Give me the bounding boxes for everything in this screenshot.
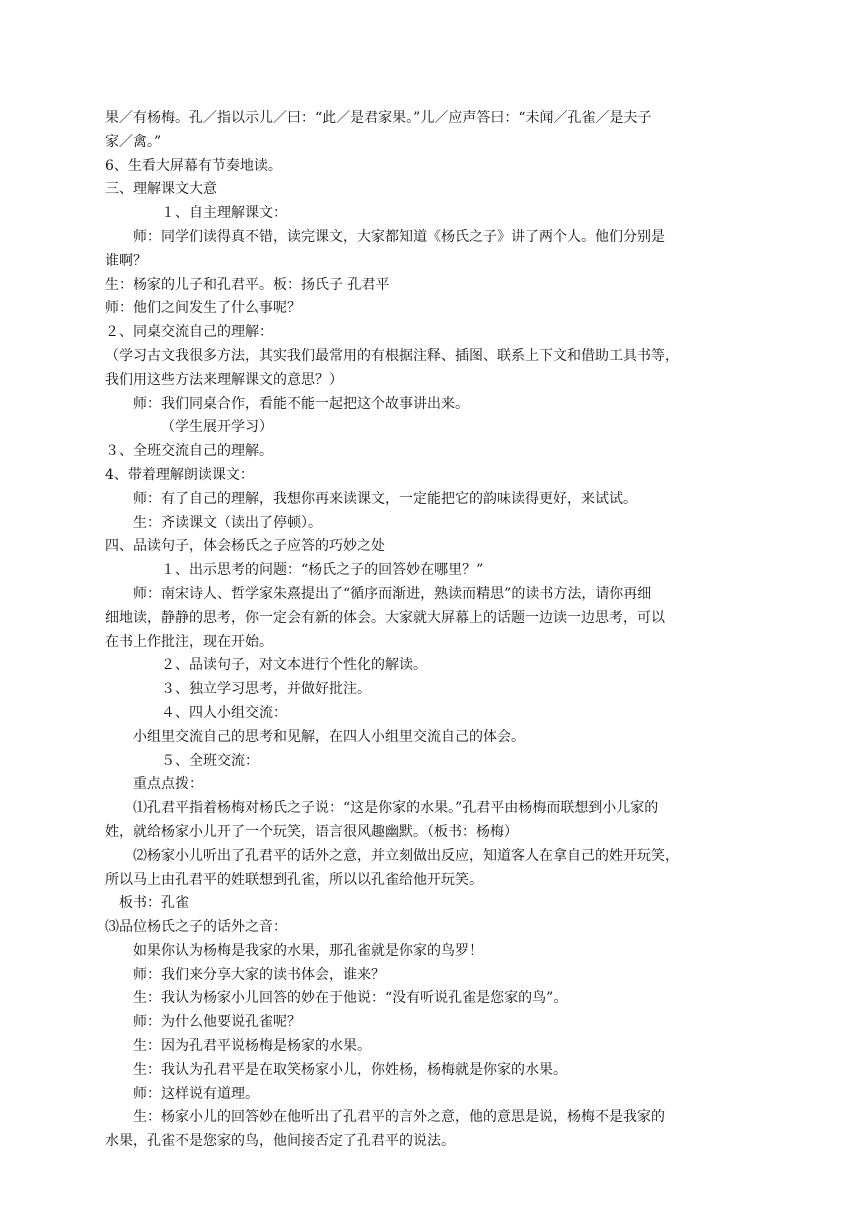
- text-line: 6、生看大屏幕有节奏地读。: [105, 157, 282, 174]
- text-line: 所以马上由孔君平的姓联想到孔雀，所以以孔雀给他开玩笑。: [105, 871, 483, 888]
- text-line: ２、品读句子，对文本进行个性化的解读。: [161, 657, 427, 674]
- text-line: 在书上作批注，现在开始。: [105, 633, 273, 650]
- text-line: 师：这样说有道理。: [133, 1085, 259, 1102]
- text-line: 生：我认为孔君平是在取笑杨家小儿，你姓杨，杨梅就是你家的水果。: [133, 1061, 567, 1078]
- text-line: 四、品读句子，体会杨氏之子应答的巧妙之处: [105, 538, 385, 555]
- text-line: 果／有杨梅。孔／指以示儿／曰：“此／是君家果。”儿／应声答曰：“未闻／孔雀／是夫子: [105, 110, 652, 126]
- text-line: ３、全班交流自己的理解。: [105, 443, 273, 460]
- text-line: 生：我认为杨家小儿回答的妙在于他说：“没有听说孔雀是您家的鸟”。: [133, 990, 568, 1007]
- text-line: 谁啊？: [105, 252, 147, 269]
- text-line: ５、全班交流：: [161, 752, 259, 769]
- text-line: 生：齐读课文（读出了停顿）。: [133, 514, 322, 531]
- text-line: 生：杨家小儿的回答妙在他听出了孔君平的言外之意，他的意思是说，杨梅不是我家的: [133, 1109, 665, 1126]
- text-line: 师：我们来分享大家的读书体会，谁来？: [133, 966, 385, 983]
- text-line: 三、理解课文大意: [105, 181, 217, 198]
- text-line: 板书：孔雀: [119, 895, 189, 912]
- text-line: 家／禽。”: [105, 133, 162, 150]
- text-line: 师：他们之间发生了什么事呢？: [105, 300, 301, 317]
- text-line: ⑶品位杨氏之子的话外之音：: [105, 919, 287, 936]
- text-line: ３、独立学习思考，并做好批注。: [161, 681, 371, 698]
- text-line: 如果你认为杨梅是我家的水果，那孔雀就是你家的鸟罗！: [133, 942, 483, 959]
- text-line: １、自主理解课文：: [161, 205, 287, 222]
- text-line: １、出示思考的问题：“杨氏之子的回答妙在哪里？”: [161, 562, 484, 579]
- text-line: 我们用这些方法来理解课文的意思？）: [105, 371, 343, 388]
- text-line: 师：有了自己的理解，我想你再来读课文，一定能把它的韵味读得更好，来试试。: [133, 490, 637, 507]
- text-line: 生：杨家的儿子和孔君平。板：扬氏子 孔君平: [105, 276, 390, 293]
- text-line: ⑴孔君平指着杨梅对杨氏之子说：“这是你家的水果。”孔君平由杨梅而联想到小儿家的: [133, 800, 659, 817]
- text-line: 师：同学们读得真不错，读完课文，大家都知道《杨氏之子》讲了两个人。他们分别是: [133, 228, 665, 245]
- text-line: （学生展开学习）: [161, 419, 273, 436]
- text-line: 姓，就给杨家小儿开了一个玩笑，语言很风趣幽默。（板书：杨梅）: [105, 823, 518, 840]
- text-line: （学习古文我很多方法，其实我们最常用的有根据注释、插图、联系上下文和借助工具书等，: [105, 347, 679, 364]
- text-line: 重点点拨：: [133, 776, 203, 793]
- text-line: 小组里交流自己的思考和见解，在四人小组里交流自己的体会。: [133, 728, 525, 745]
- text-line: 生：因为孔君平说杨梅是杨家的水果。: [133, 1038, 371, 1055]
- text-line: 师：为什么他要说孔雀呢？: [133, 1014, 301, 1031]
- text-line: ２、同桌交流自己的理解：: [105, 324, 273, 341]
- text-line: 细地读，静静的思考，你一定会有新的体会。大家就大屏幕上的话题一边读一边思考，可以: [105, 609, 665, 626]
- text-line: 4、带着理解朗读课文：: [105, 466, 254, 483]
- text-line: 师：南宋诗人、哲学家朱熹提出了“循序而渐进，熟读而精思”的读书方法，请你再细: [133, 585, 652, 602]
- text-line: ⑵杨家小儿听出了孔君平的话外之意，并立刻做出反应，知道客人在拿自己的姓开玩笑，: [133, 847, 679, 864]
- text-line: 师：我们同桌合作，看能不能一起把这个故事讲出来。: [133, 395, 469, 412]
- text-line: ４、四人小组交流：: [161, 704, 287, 721]
- document-page: [105, 107, 734, 1154]
- text-line: 水果，孔雀不是您家的鸟，他间接否定了孔君平的说法。: [105, 1133, 455, 1150]
